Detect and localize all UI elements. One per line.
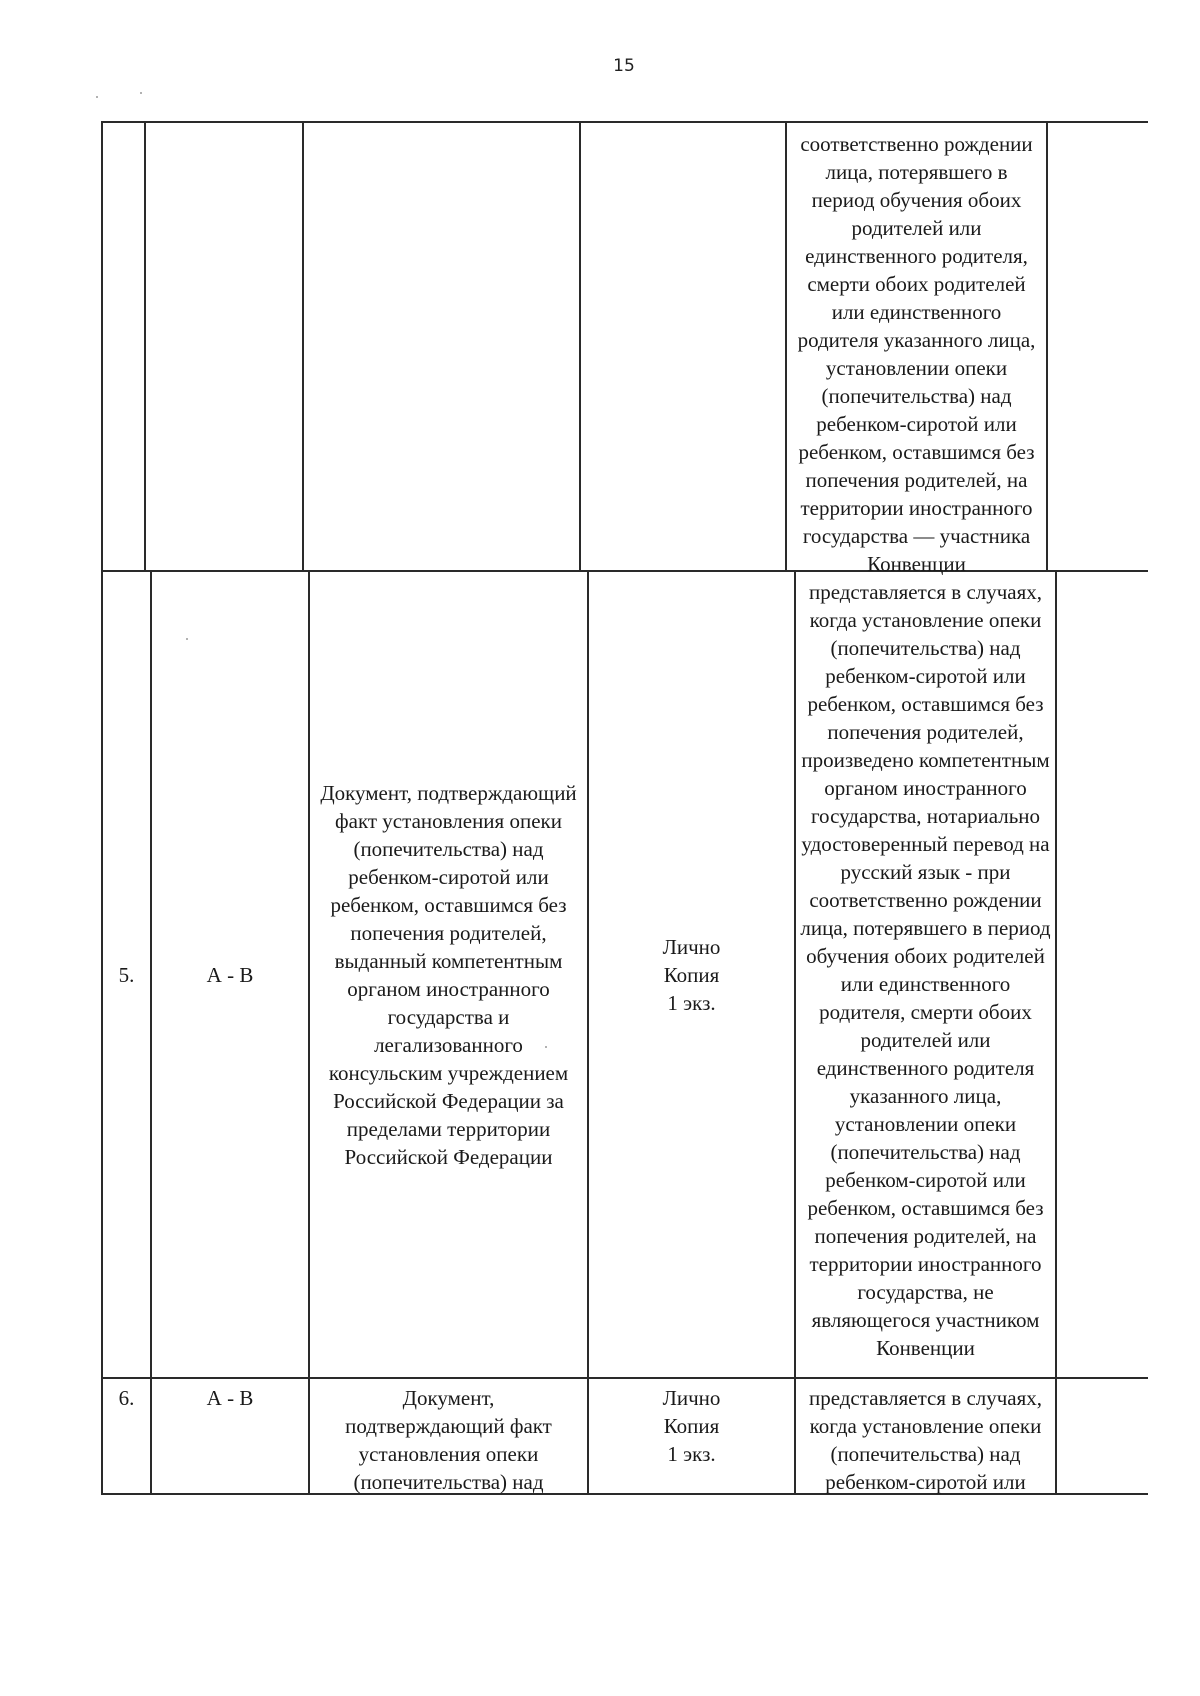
scan-speck <box>545 1046 547 1048</box>
table-border-right <box>1055 570 1057 1495</box>
code-cell: А - В <box>206 1386 254 1410</box>
code-cell <box>152 572 308 1377</box>
scan-speck <box>186 638 188 640</box>
note-cell: представляется в случаях, когда установление опеки (попечительства) над ребенком-сиротой или <box>808 1386 1043 1494</box>
document-form: Копия <box>663 962 720 987</box>
row-number-cell <box>103 572 150 1377</box>
form-cell <box>589 1384 794 1468</box>
copy-count: 1 экз. <box>667 1442 716 1466</box>
page-number: 15 <box>613 56 635 76</box>
copy-count: 1 экз. <box>667 990 716 1015</box>
submission-method: Лично <box>662 1386 721 1410</box>
col-divider-4 <box>785 121 787 571</box>
table-border-right <box>1046 121 1048 571</box>
note-cell: соответственно рождении лица, потерявшего в период обучения обоих родителей или единственного родителя, смерти обоих родителей или единственного родителя указанного лица, установлении опеки (попечительства) над ребенком-сиротой или ребенком, оставшимся без попечения родителей, на территории иностранного государства — участника Конвенции <box>797 132 1036 576</box>
code-value: А - В <box>206 962 254 987</box>
row-number-cell: 6. <box>118 1386 135 1410</box>
note-cell: представляется в случаях, когда установление опеки (попечительства) над ребенком-сиротой или ребенком, оставшимся без попечения родителей, произведено компетентным органом иностранного государства, нотариально удостоверенный перевод на русский язык - при соответственно рождении лица, потерявшего в период обучения обоих родителей или единственного родителя, смерти обоих родителей или единственного родителя указанного лица, установлении опеки (попечительства) над ребенком-сиротой или ребенком, оставшимся без попечения родителей, на территории иностранного государства, не являющегося участником Конвенции <box>800 580 1051 1360</box>
form-cell <box>589 572 794 1377</box>
row-number-cell <box>103 123 144 570</box>
document-cell: Документ, подтверждающий факт установления опеки (попечительства) над <box>345 1386 552 1494</box>
document-form: Копия <box>663 1414 720 1438</box>
document-cell <box>304 123 579 570</box>
scan-speck <box>140 92 142 94</box>
scan-speck <box>96 96 98 98</box>
submission-method: Лично <box>662 934 721 959</box>
document-cell <box>310 572 587 1377</box>
document-description: Документ, подтверждающий факт установления опеки (попечительства) над ребенком-сиротой или ребенком, оставшимся без попечения родителей, выданный компетентным органом иностранного государства и легализованного консульским учреждением Российской Федерации за пределами территории Российской Федерации <box>320 780 577 1169</box>
row-number: 5. <box>118 962 135 987</box>
row-divider-2 <box>101 1377 1148 1379</box>
form-cell <box>581 123 785 570</box>
code-cell <box>146 123 302 570</box>
